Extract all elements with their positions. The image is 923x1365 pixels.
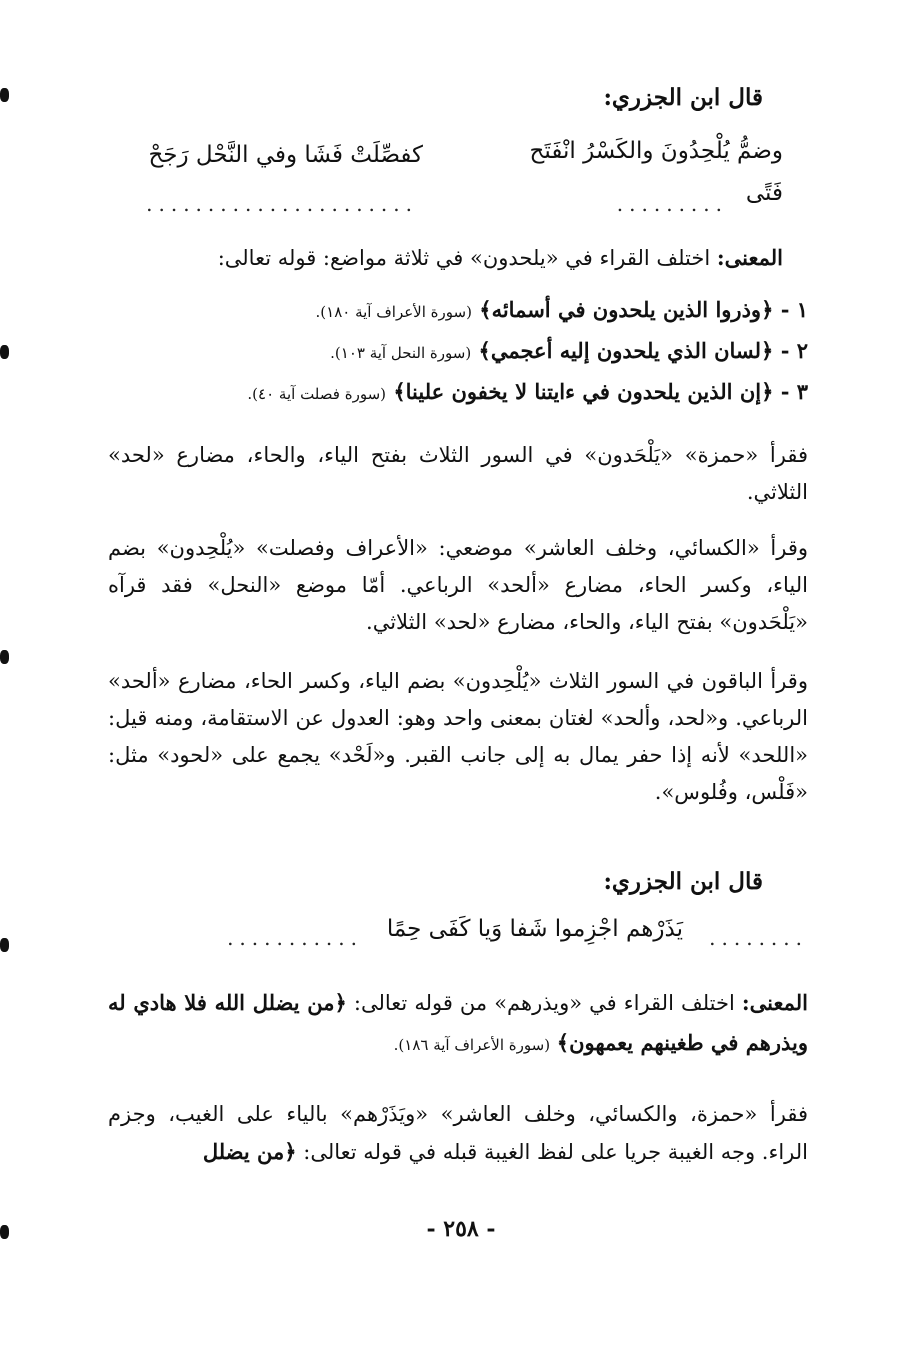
verse-word: فَتًى xyxy=(745,180,783,206)
ayah-number: ١ - xyxy=(780,297,808,322)
section-heading: قال ابن الجزري: xyxy=(603,84,763,111)
ayah-text: ﴿من يضلل الله فلا هادي له ويذرهم في طغينهم يعمهون﴾ xyxy=(108,990,808,1055)
binding-mark-5 xyxy=(0,1225,9,1239)
ayah-item xyxy=(88,379,808,404)
ayah-text: ﴿وذروا الذين يلحدون في أسمائه﴾ xyxy=(479,297,774,322)
reading-paragraph xyxy=(108,1096,808,1171)
reading-paragraph: فقرأ «حمزة» «يَلْحَدون» في السور الثلاث بفتح الياء، والحاء، مضارع «لحد» الثلاثي. xyxy=(108,443,808,504)
ayah-text: ﴿لسان الذي يلحدون إليه أعجمي﴾ xyxy=(478,338,774,363)
binding-mark-2 xyxy=(0,345,9,359)
meaning-paragraph xyxy=(108,983,808,1065)
ayah-number: ٣ - xyxy=(780,379,808,404)
ayah-reference: (سورة الأعراف آية ١٨٠). xyxy=(315,303,472,321)
ayah-reference: (سورة النحل آية ١٠٣). xyxy=(330,344,472,362)
verse-dots-right: ........ xyxy=(709,926,808,950)
meaning-label: المعنى: xyxy=(716,245,783,270)
ayah-reference: (سورة فصلت آية ٤٠). xyxy=(247,385,386,403)
verse-right-hemistich: وضمُّ يُلْحِدُونَ والكَسْرُ انْفَتَح xyxy=(529,138,783,164)
verse-left-hemistich: كفصِّلَتْ فَشَا وفي النَّحْل رَجَحْ xyxy=(148,142,423,168)
meaning-text: اختلف القراء في «ويذرهم» من قوله تعالى: xyxy=(353,991,735,1015)
reading-paragraph: وقرأ الباقون في السور الثلاث «يُلْحِدون» بضم الياء، وكسر الحاء، مضارع «ألحد» الرباعي. و«لحد، وألحد» لغتان بمعنى واحد وهو: العدول عن الاستقامة، ومنه قيل: «اللحد» لأنه إذا حفر يمال به إلى جانب القبر. و«لَحْد» يجمع على «لحود» مثل: «فَلْس، وفُلوس». xyxy=(108,669,808,804)
meaning-label: المعنى: xyxy=(741,990,808,1015)
ayah-item xyxy=(128,297,808,322)
ayah-item xyxy=(128,338,808,363)
verse-dots-left: ........... xyxy=(227,926,363,950)
meaning-text: اختلف القراء في «يلحدون» في ثلاثة مواضع: قوله تعالى: xyxy=(217,246,711,270)
ayah-text: ﴿إن الذين يلحدون في ءايتنا لا يخفون علينا﴾ xyxy=(393,379,774,404)
paragraph-text: فقرأ «حمزة، والكسائي، وخلف العاشر» «ويَذَرْهم» بالياء على الغيب، وجزم الراء. وجه الغيبة جريا على لفظ الغيبة قبله في قوله تعالى: xyxy=(108,1102,808,1164)
reading-paragraph: وقرأ «الكسائي، وخلف العاشر» موضعي: «الأعراف وفصلت» «يُلْحِدون» بضم الياء، وكسر الحاء، مضارع «ألحد» الرباعي. أمّا موضع «النحل» فقد قرآه «يَلْحَدون» بفتح الياء، والحاء، مضارع «لحد» الثلاثي. xyxy=(108,536,808,634)
verse-dots-left: ...................... xyxy=(146,192,418,216)
page-number: - ٢٥٨ - xyxy=(426,1216,496,1242)
ayah-start: ﴿من يضلل xyxy=(202,1139,297,1164)
section-heading: قال ابن الجزري: xyxy=(603,868,763,895)
ayah-reference: (سورة الأعراف آية ١٨٦). xyxy=(393,1036,551,1054)
verse-text: يَذَرْهم اجْزِموا شَفا وَيا كَفَى حِمًا xyxy=(386,916,683,942)
verse-dots-right: ......... xyxy=(616,192,728,216)
ayah-number: ٢ - xyxy=(780,338,808,363)
binding-mark-4 xyxy=(0,938,9,952)
binding-mark-1 xyxy=(0,88,9,102)
binding-mark-3 xyxy=(0,650,9,664)
meaning-line xyxy=(103,240,783,276)
